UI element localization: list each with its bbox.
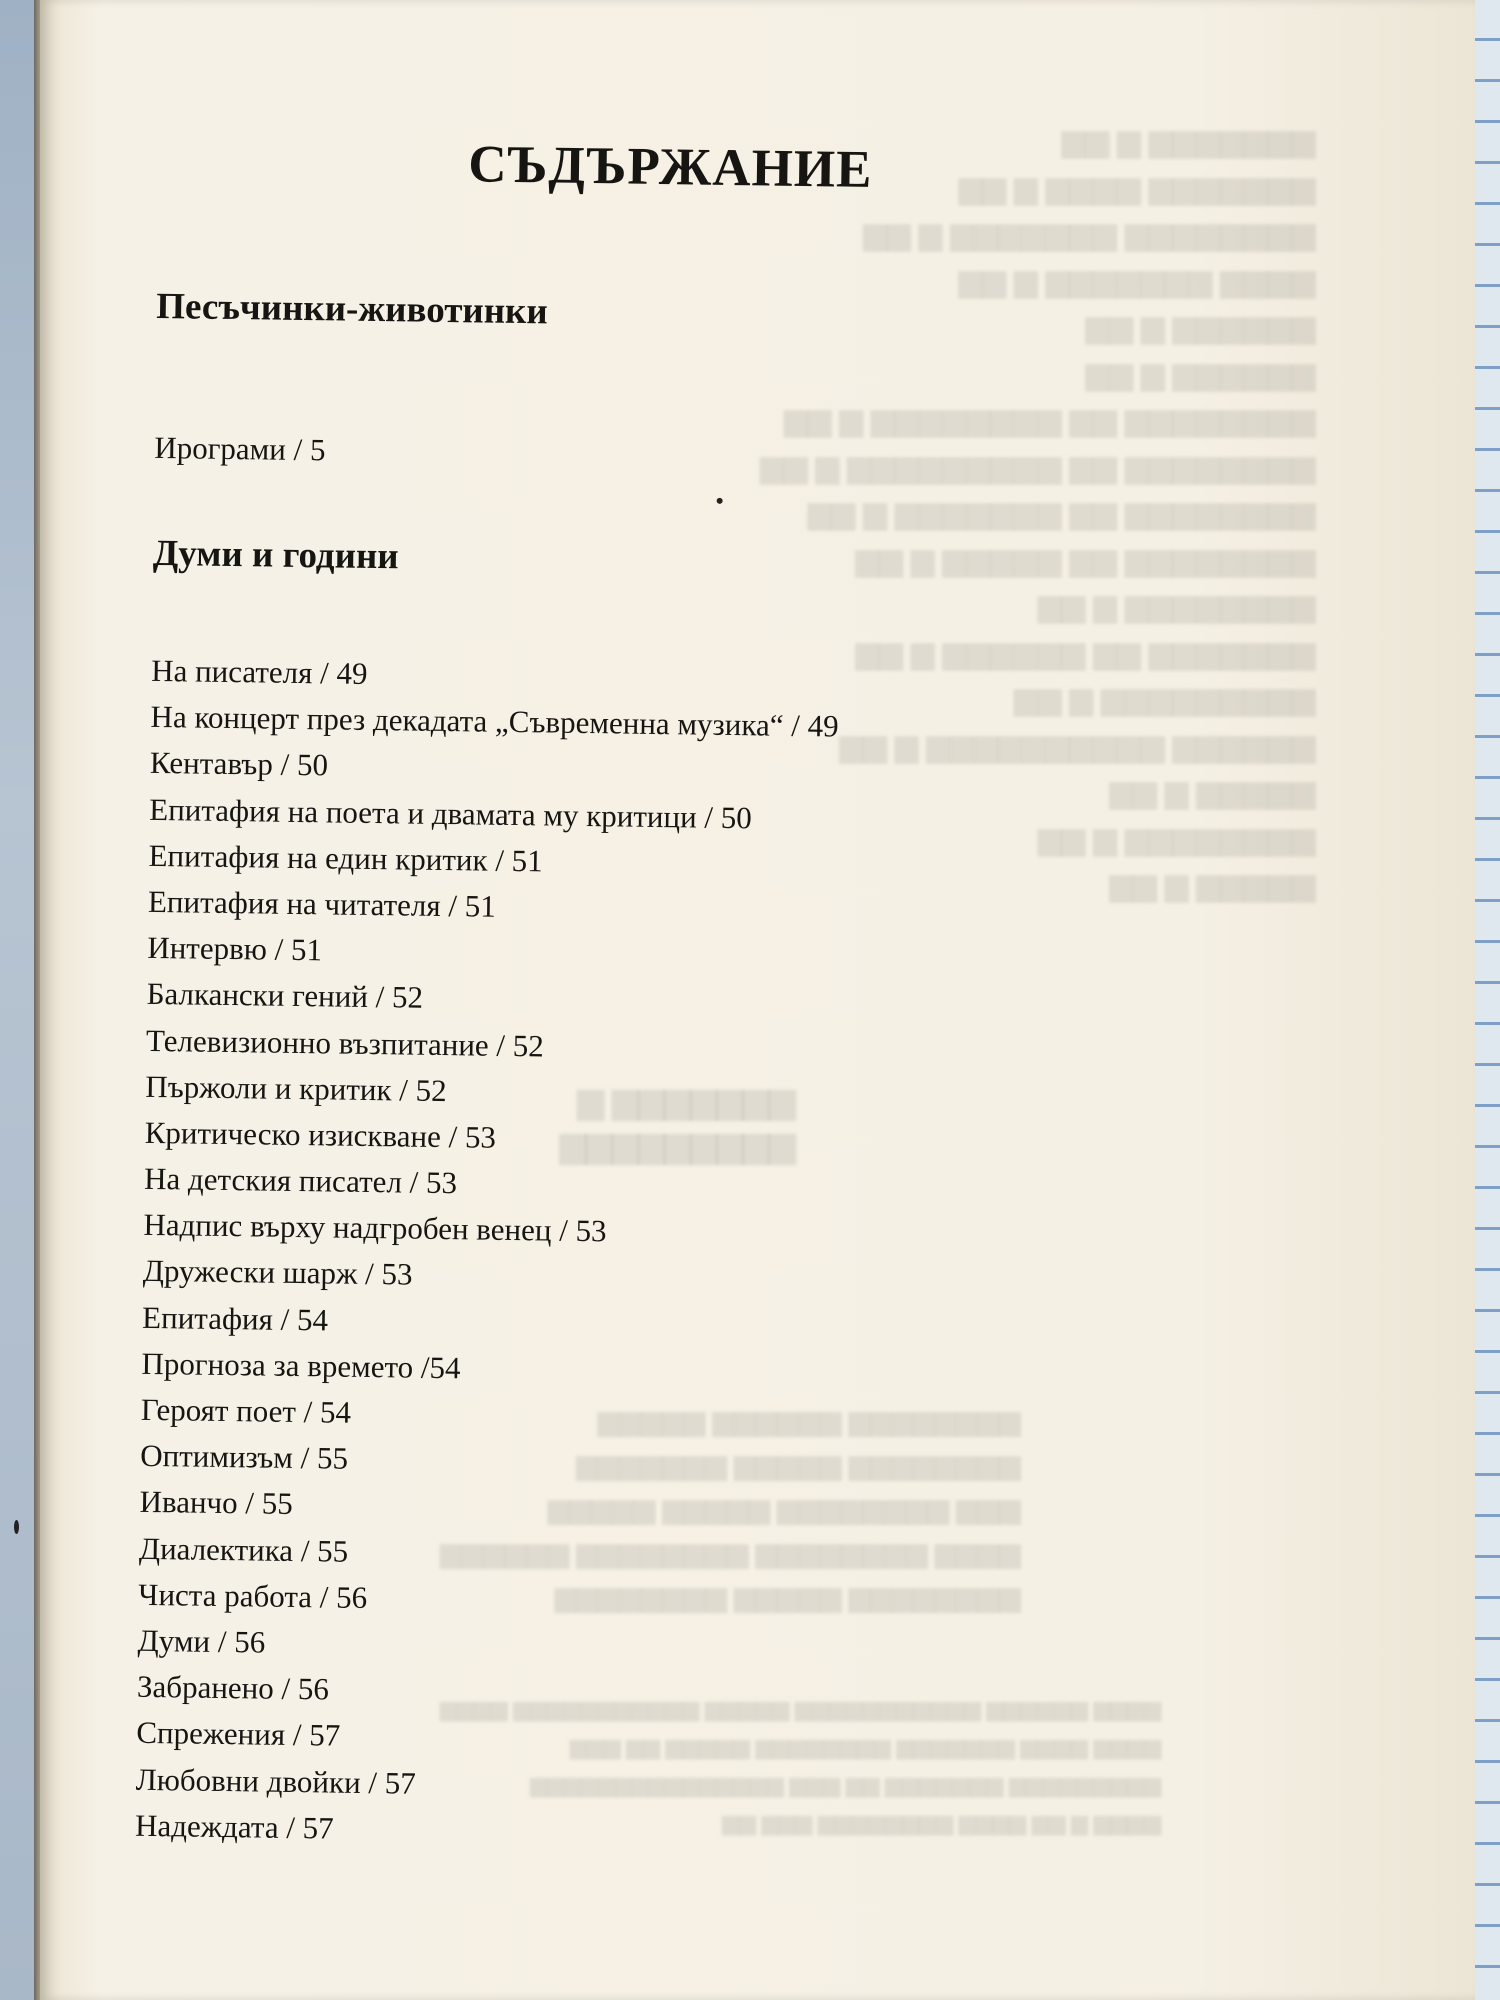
binding-mark <box>14 1520 19 1534</box>
section-heading: Думи и години <box>152 532 399 578</box>
toc-entry: Телевизионно възпитание / 52 <box>145 1022 545 1063</box>
toc-entry: Интервю / 51 <box>147 930 323 968</box>
toc-entry: Иванчо / 55 <box>139 1484 294 1522</box>
toc-entry: Спрежения / 57 <box>136 1715 341 1753</box>
toc-entry: Епитафия на читателя / 51 <box>147 883 497 924</box>
toc-entry: Епитафия / 54 <box>141 1299 329 1338</box>
toc-entry: Любовни двойки / 57 <box>135 1761 417 1801</box>
toc-entry: Епитафия на един критик / 51 <box>148 837 543 879</box>
toc-entry: Балкански гений / 52 <box>146 976 424 1016</box>
toc-entry: Пържоли и критик / 52 <box>145 1068 447 1108</box>
toc-entry: Забранено / 56 <box>136 1668 330 1707</box>
toc-entry: На концерт през декадата „Съвременна музика“ / 49 <box>150 699 839 744</box>
toc-entry: На писателя / 49 <box>150 652 368 691</box>
toc-entry: Надпис върху надгробен венец / 53 <box>143 1207 607 1249</box>
toc-entry: Дружески шарж / 53 <box>142 1253 413 1293</box>
toc-entry: Думи / 56 <box>137 1622 266 1660</box>
section-heading: Песъчинки-животинки <box>156 285 549 333</box>
toc-entry: Ирограми / 5 <box>154 429 326 468</box>
toc-entry: Оптимизъм / 55 <box>140 1438 349 1476</box>
toc-entry: Прогноза за времето /54 <box>141 1345 461 1386</box>
toc-entry: Надеждата / 57 <box>134 1807 334 1846</box>
toc-entry: Критическо изискване / 53 <box>144 1114 497 1155</box>
toc-entry: Кентавър / 50 <box>149 745 329 783</box>
toc-entry: Героят поет / 54 <box>140 1391 352 1430</box>
toc-entry: На детския писател / 53 <box>143 1160 458 1201</box>
ink-speck <box>717 498 723 504</box>
toc-entry-list <box>135 648 840 1858</box>
page-title: СЪДЪРЖАНИЕ <box>467 135 873 199</box>
toc-entry: Епитафия на поета и двамата му критици / 50 <box>149 791 753 835</box>
toc-entry: Чиста работа / 56 <box>138 1576 368 1615</box>
toc-entry: Диалектика / 55 <box>138 1530 349 1569</box>
